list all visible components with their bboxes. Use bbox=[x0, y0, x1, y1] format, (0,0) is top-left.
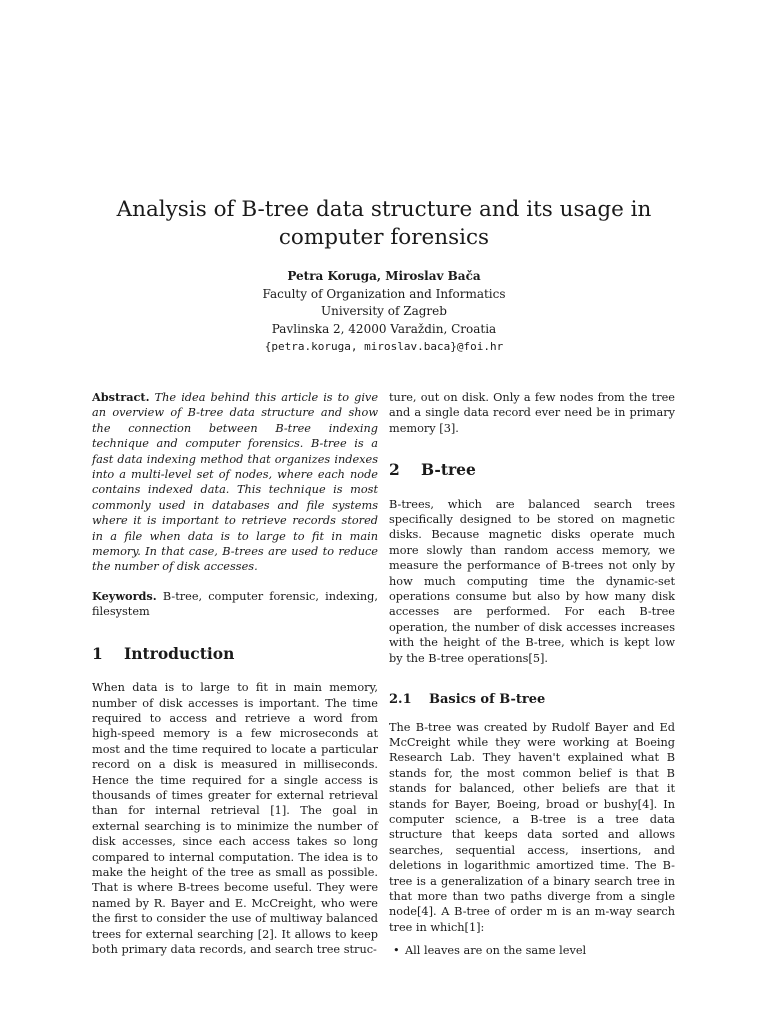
affiliation-address: Pavlinska 2, 42000 Varaždin, Croatia bbox=[271, 321, 497, 336]
abstract bbox=[92, 390, 378, 575]
list-item: • All leaves are on the same level bbox=[405, 943, 675, 958]
section-1-body-continued: ture, out on disk. Only a few nodes from the tree and a single data record ever need be in primary memory [3]. bbox=[389, 391, 675, 435]
section-1-heading bbox=[92, 643, 378, 663]
section-2-title: B-tree bbox=[421, 460, 476, 480]
keywords-text: B-tree, computer forensic, indexing, filesystem bbox=[92, 589, 378, 619]
section-2-number: 2 bbox=[389, 460, 400, 480]
section-2-1-number: 2.1 bbox=[389, 692, 412, 708]
paper-title: Analysis of B-tree data structure and its usage in computer forensics bbox=[116, 197, 652, 250]
right-column bbox=[389, 390, 675, 959]
author-block bbox=[90, 268, 678, 356]
section-2-heading bbox=[389, 460, 675, 480]
section-2-1-title: Basics of B-tree bbox=[429, 692, 546, 708]
author-names: Petra Koruga, Miroslav Bača bbox=[287, 269, 481, 283]
affiliation-faculty: Faculty of Organization and Informatics bbox=[262, 286, 506, 301]
keywords bbox=[92, 589, 378, 620]
section-1-number: 1 bbox=[92, 643, 103, 663]
section-1-body: When data is to large to fit in main memory, number of disk accesses is important. The time required to access and retrieve a word from high-speed memory is a few microseconds at most and the time required to locate a particular record on a disk is measured in milliseconds. Hence the time required for a single access is thousands of times greater for external retrieval than for internal retrieval [1]. The goal in external searching is to minimize the number of disk accesses, since each access takes so long compared to internal computation. The idea is to make the height of the tree as small as possible. That is where B-trees become useful. They were named by R. Bayer and E. McCreight, who were the first to consider the use of multiway balanced trees for external searching [2]. It allows to keep both primary data records, and search tree struc- bbox=[92, 681, 378, 956]
section-2-1-body: The B-tree was created by Rudolf Bayer and Ed McCreight while they were working at Boeing Research Lab. They haven't explained what B stands for, the most common belief is that B stands for balanced, other beliefs are that it stands for Bayer, Boeing, broad or bushy[4]. In computer science, a B-tree is a tree data structure that keeps data sorted and allows searches, sequential access, insertions, and deletions in logarithmic amortized time. The B-tree is a generalization of a binary search tree in that more than two paths diverge from a single node[4]. A B-tree of order m is an m-way search tree in which[1]: bbox=[389, 720, 675, 934]
abstract-label: Abstract. bbox=[92, 390, 150, 404]
section-2-1-heading bbox=[389, 692, 675, 707]
section-1-title: Introduction bbox=[124, 643, 235, 663]
abstract-text: The idea behind this article is to give an overview of B-tree data structure and show the connection between B-tree indexing technique and computer forensics. B-tree is a fast data indexing method that organizes indexes into a multi-level set of nodes, where each node contains indexed data. This technique is most commonly used in databases and file systems where it is important to retrieve records stored in a file when data is to large to fit in main memory. In that case, B-trees are used to reduce the number of disk accesses. bbox=[92, 391, 379, 574]
btree-properties-list bbox=[389, 943, 675, 958]
affiliation-university: University of Zagreb bbox=[321, 304, 447, 318]
left-column bbox=[92, 390, 378, 957]
section-2-body: B-trees, which are balanced search trees specifically designed to be stored on magnetic disks. Because magnetic disks operate much more slowly than random access memory, we measure the performance of B-trees not only by how much computing time the dynamic-set operations consume but also by how many disk accesses are performed. For each B-tree operation, the number of disk accesses increases with the height of the B-tree, which is kept low by the B-tree operations[5]. bbox=[389, 497, 675, 665]
author-email: {petra.koruga, miroslav.baca}@foi.hr bbox=[264, 340, 504, 353]
keywords-label: Keywords. bbox=[92, 588, 157, 603]
